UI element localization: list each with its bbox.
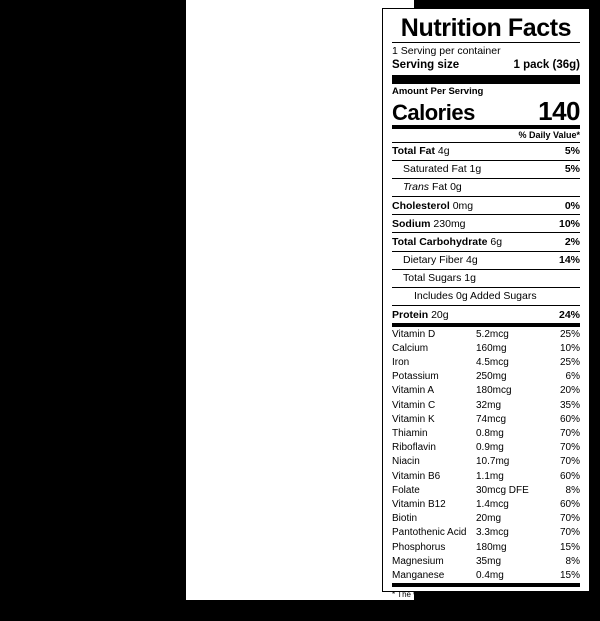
vitamin-name: Potassium [392, 371, 439, 383]
nutrient-name: Total Fat [392, 145, 435, 157]
nutrition-facts-label [382, 8, 590, 620]
vitamin-amount: 35mg [476, 555, 502, 567]
list-item [392, 512, 580, 526]
nutrient-name: Sodium [392, 217, 431, 230]
vitamin-amount: 1.1mg [476, 470, 504, 482]
vitamin-name: Magnesium [392, 555, 444, 567]
vitamin-name: Biotin [392, 513, 418, 525]
vitamin-pct: 70% [559, 428, 580, 440]
vitamin-pct: 6% [565, 371, 580, 383]
nutrient-name: Total Sugars [403, 272, 462, 285]
vitamin-pct: 70% [559, 527, 580, 539]
nutrient-row-total-carbohydrate [392, 233, 580, 250]
nutrient-name: Includes 0g Added Sugars [414, 290, 537, 303]
vitamin-amount: 180mcg [476, 385, 512, 397]
list-item [392, 469, 580, 483]
vitamin-pct: 8% [565, 484, 580, 496]
list-item [392, 554, 580, 568]
nutrient-pct: 14% [558, 254, 580, 267]
vitamin-pct: 25% [559, 357, 580, 369]
nutrient-amount: 1g [464, 272, 476, 285]
vitamin-name: Vitamin K [392, 413, 435, 425]
nutrient-name: Trans [403, 181, 430, 194]
vitamin-amount: 160mg [476, 342, 507, 354]
nutrient-pct: 0% [564, 199, 580, 212]
nutrient-row-saturated-fat [392, 161, 580, 178]
vitamin-amount: 180mg [476, 541, 507, 553]
vitamin-name: Vitamin A [392, 385, 435, 397]
vitamin-pct: 15% [559, 569, 580, 581]
nutrient-row-sodium [392, 215, 580, 232]
vitamin-pct: 15% [559, 541, 580, 553]
calories-value: 140 [538, 95, 580, 126]
nutrient-name: Total Carbohydrate [392, 235, 488, 248]
vitamin-amount: 0.9mg [476, 442, 504, 454]
nutrient-pct: 5% [564, 145, 580, 157]
vitamin-pct: 60% [559, 498, 580, 510]
list-item [392, 483, 580, 497]
divider-thick-top [392, 75, 580, 84]
amount-per-serving-label: Amount Per Serving [392, 86, 484, 98]
vitamin-pct: 70% [559, 513, 580, 525]
vitamin-pct: 70% [559, 442, 580, 454]
list-item [392, 370, 580, 384]
vitamin-pct: 20% [559, 385, 580, 397]
nutrient-row-protein [392, 306, 580, 323]
vitamin-amount: 30mcg DFE [476, 484, 529, 496]
list-item [392, 327, 580, 341]
vitamin-name: Vitamin B6 [392, 470, 441, 482]
calories-label: Calories [392, 99, 475, 125]
vitamin-amount: 250mg [476, 371, 507, 383]
serving-size-label: Serving size [392, 59, 460, 72]
footnote-text: * The % Daily Value tells you how much a nutrient in a serving of food contributes to a daily diet. 2,000 calories a day is used for general nutrition advice. [392, 589, 577, 620]
vitamin-amount: 74mcg [476, 413, 507, 425]
vitamin-name: Calcium [392, 342, 429, 354]
page-title: Nutrition Facts [400, 14, 572, 42]
vitamin-amount: 20mg [476, 513, 502, 525]
vitamin-name: Phosphorus [392, 541, 446, 553]
list-item [392, 412, 580, 426]
nutrient-amount: 6g [490, 235, 503, 248]
nutrient-row-added-sugars [392, 288, 580, 305]
vitamin-list [392, 327, 580, 582]
vitamin-name: Riboflavin [392, 442, 436, 454]
nutrient-pct: 24% [558, 308, 580, 321]
vitamin-amount: 32mg [476, 399, 502, 411]
vitamin-pct: 60% [559, 470, 580, 482]
vitamin-name: Vitamin C [392, 399, 436, 411]
footnote [392, 587, 580, 621]
vitamin-name: Vitamin B12 [392, 498, 446, 510]
vitamin-pct: 70% [559, 456, 580, 468]
list-item [392, 341, 580, 355]
nutrient-name: Saturated Fat [403, 163, 467, 176]
vitamin-pct: 35% [559, 399, 580, 411]
vitamin-amount: 10.7mg [476, 456, 510, 468]
daily-value-header: % Daily Value* [518, 129, 580, 140]
vitamin-name: Folate [392, 484, 420, 496]
list-item [392, 356, 580, 370]
list-item [392, 568, 580, 582]
list-item [392, 441, 580, 455]
vitamin-pct: 25% [559, 328, 580, 340]
nutrient-amount: 0mg [452, 199, 474, 212]
nutrient-pct: 5% [564, 163, 580, 176]
nutrient-amount: 4g [466, 254, 478, 267]
serving-size-value: 1 pack (36g) [513, 59, 580, 72]
vitamin-amount: 5.2mcg [476, 328, 509, 340]
nutrient-pct: 2% [564, 235, 580, 248]
vitamin-name: Niacin [392, 456, 420, 468]
nutrient-row-total-fat [392, 143, 580, 160]
nutrient-row-trans-fat [392, 179, 580, 196]
vitamin-amount: 4.5mcg [476, 357, 509, 369]
nutrient-row-dietary-fiber [392, 252, 580, 269]
vitamin-name: Manganese [392, 569, 445, 581]
vitamin-amount: 3.3mcg [476, 527, 509, 539]
vitamin-name: Pantothenic Acid [392, 527, 467, 539]
nutrient-amount: 1g [469, 163, 482, 176]
label-panel-background [186, 0, 580, 620]
vitamin-name: Iron [392, 357, 410, 369]
nutrient-name: Protein [392, 308, 429, 321]
list-item [392, 540, 580, 554]
list-item [392, 398, 580, 412]
list-item [392, 497, 580, 511]
vitamin-pct: 10% [559, 342, 580, 354]
vitamin-amount: 0.8mg [476, 428, 504, 440]
nutrient-name: Cholesterol [392, 199, 450, 212]
vitamin-name: Thiamin [392, 428, 428, 440]
vitamin-pct: 60% [559, 413, 580, 425]
list-item [392, 427, 580, 441]
nutrient-row-cholesterol [392, 197, 580, 214]
nutrient-amount: Fat 0g [431, 181, 462, 194]
list-item [392, 526, 580, 540]
nutrient-amount: 230mg [433, 217, 466, 230]
nutrient-amount: 4g [437, 145, 450, 157]
vitamin-amount: 0.4mg [476, 569, 504, 581]
list-item [392, 384, 580, 398]
vitamin-pct: 8% [565, 555, 580, 567]
vitamin-amount: 1.4mcg [476, 498, 509, 510]
calories-row [392, 95, 580, 126]
serving-size-row [392, 58, 580, 75]
nutrient-name: Dietary Fiber [403, 254, 464, 267]
vitamin-name: Vitamin D [392, 328, 436, 340]
list-item [392, 455, 580, 469]
servings-per-container: 1 Serving per container [392, 45, 501, 58]
nutrient-row-total-sugars [392, 270, 580, 287]
nutrient-pct: 10% [558, 217, 580, 230]
nutrient-amount: 20g [431, 308, 449, 321]
